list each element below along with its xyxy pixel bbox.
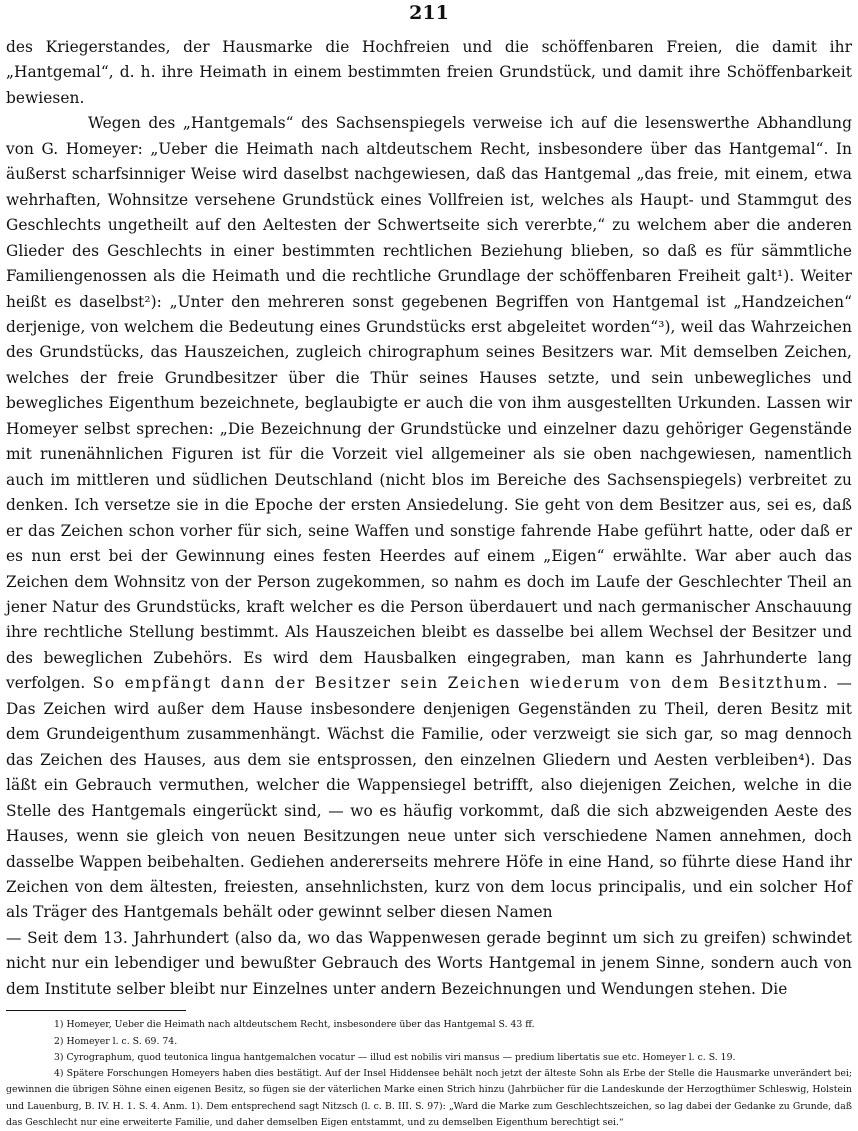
paragraph-conclusion: — Seit dem 13. Jahrhundert (also da, wo das Wappenwesen gerade beginnt um sich zu greifen) schwindet nicht nur ein lebendiger und bewußter Gebrauch des Worts Hantgemal in jenem Sinne, sondern auch von dem Institute selber bleibt nur Einzelnes unter andern Bezeichnungen und Wendungen stehen. Die [6, 928, 852, 998]
footnotes [6, 1017, 852, 1131]
paragraph-hantgemal-continued: — Das Zeichen wird außer dem Hause insbesondere denjenigen Gegenständen zu Theil, deren Besitz mit dem Grundeigenthum zusammenhängt. Wächst die Familie, oder verzweigt sie sich gar, so mag dennoch das Zeichen des Hauses, aus dem sie entsprossen, den einzelnen Gliedern und Aesten verbleiben⁴). Das läßt ein Gebrauch vermuthen, welcher die Wappensiegel betrifft, also diejenigen Zeichen, welche in die Stelle des Hantgemals eingerückt sind, — wo es häufig vorkommt, daß die sich abzweigenden Aeste des Hauses, wenn sie gleich von neuen Besitzungen neue unter sich verschiedene Namen annehmen, doch dasselbe Wappen beibehalten. Gediehen andererseits mehrere Höfe in eine Hand, so führte diese Hand ihr Zeichen von dem ältesten, freiesten, ansehnlichsten, kurz von dem locus principalis, und ein solcher Hof als Träger des Hantgemals behält oder gewinnt selber diesen Namen [6, 674, 852, 922]
footnote-1: 1) Homeyer, Ueber die Heimath nach altdeutschem Recht, insbesondere über das Hantgemal S. 43 ff. [54, 1019, 535, 1031]
paragraph-continuation: des Kriegerstandes, der Hausmarke die Hochfreien und die schöffenbaren Freien, die damit ihr „Hantgemal“, d. h. ihre Heimath in einem bestimmten freien Grundstück, und damit ihre Schöffenbarkeit bewiesen. [6, 38, 852, 107]
page-number: 211 [409, 2, 449, 24]
footnote-separator [6, 1010, 186, 1011]
paragraph-hantgemal [6, 111, 852, 926]
footnote-4: 4) Spätere Forschungen Homeyers haben dies bestätigt. Auf der Insel Hiddensee behält noch jetzt der älteste Sohn als Erbe der Stelle die Hausmarke unverändert bei; gewinnen die übrigen Söhne einen eigenen Besitz, so fügen sie der väterlichen Marke einen Strich hinzu (Jahrbücher für die Landeskunde der Herzogthümer Schleswig, Holstein und Lauenburg, B. IV. H. 1. S. 4. Anm. 1). Dem entsprechend sagt Nitzsch (l. c. B. III. S. 97): „Ward die Marke zum Geschlechtszeichen, so lag dabei der Gedanke zu Grunde, daß das Geschlecht nur eine erweiterte Familie, und daher demselben Eigen entstammt, und zu demselben Eigenthum berechtigt sei.“ [6, 1068, 852, 1128]
spaced-emphasis-text: So empfängt dann der Besitzer sein Zeichen wiederum von dem Besitzthum. [92, 674, 830, 693]
footnote-2: 2) Homeyer l. c. S. 69. 74. [54, 1035, 178, 1047]
paragraph-hantgemal-text: Wegen des „Hantgemals“ des Sachsenspiegels verweise ich auf die lesenswerthe Abhandlung von G. Homeyer: „Ueber die Heimath nach altdeutschem Recht, insbesondere über das Hantgemal“. In äußerst scharfsinniger Weise wird daselbst nachgewiesen, daß das Hantgemal „das freie, mit einem, etwa wehrhaften, Wohnsitze versehene Grundstück eines Vollfreien ist, welches als Haupt- und Stammgut des Geschlechts ungetheilt auf den Aeltesten der Schwertseite sich vererbte,“ zu welchem aber die anderen Glieder des Geschlechts in einer bestimmten rechtlichen Beziehung blieben, so daß es für sämmtliche Familiengenossen als die Heimath und die rechtliche Grundlage der schöffenbaren Freiheit galt¹). Weiter heißt es daselbst²): „Unter den mehreren sonst gegebenen Begriffen von Hantgemal ist „Handzeichen“ derjenige, von welchem die Bedeutung eines Grundstücks erst abgeleitet worden“³), weil das Wahrzeichen des Grundstücks, das Hauszeichen, zugleich chirographum seines Besitzers war. Mit demselben Zeichen, welches der freie Grundbesitzer über die Thür seines Hauses setzte, und sein unbewegliches und bewegliches Eigenthum bezeichnete, beglaubigte er auch die von ihm ausgestellten Urkunden. Lassen wir Homeyer selbst sprechen: „Die Bezeichnung der Grundstücke und einzelner dazu gehöriger Gegenstände mit runenähnlichen Figuren ist für die Vorzeit viel allgemeiner als sie oben nachgewiesen, namentlich auch im mittleren und südlichen Deutschland (nicht blos im Bereiche des Sachsenspiegels) verbreitet zu denken. Ich versetze sie in die Epoche der ersten Ansiedelung. Sie geht von dem Besitzer aus, sei es, daß er das Zeichen schon vorher für sich, seine Waffen und sonstige fahrende Habe geführt hatte, oder daß er es nun erst bei der Gewinnung eines festen Heerdes auf einem „Eigen“ erwählte. War aber auch das Zeichen dem Wohnsitz von der Person zugekommen, so nahm es doch im Laufe der Geschlechter Theil an jener Natur des Grundstücks, kraft welcher es die Person überdauert und nach germanischer Anschauung ihre rechtliche Stellung bestimmt. Als Hauszeichen bleibt es dasselbe bei allem Wechsel der Besitzer und des beweglichen Zubehörs. Es wird dem Hausbalken eingegraben, man kann es Jahrhunderte lang verfolgen. [6, 114, 852, 693]
main-text [6, 35, 852, 1002]
footnote-3: 3) Cyrographum, quod teutonica lingua hantgemalchen vocatur — illud est nobilis viri mansus — predium libertatis sue etc. Homeyer l. c. S. 19. [54, 1051, 736, 1063]
